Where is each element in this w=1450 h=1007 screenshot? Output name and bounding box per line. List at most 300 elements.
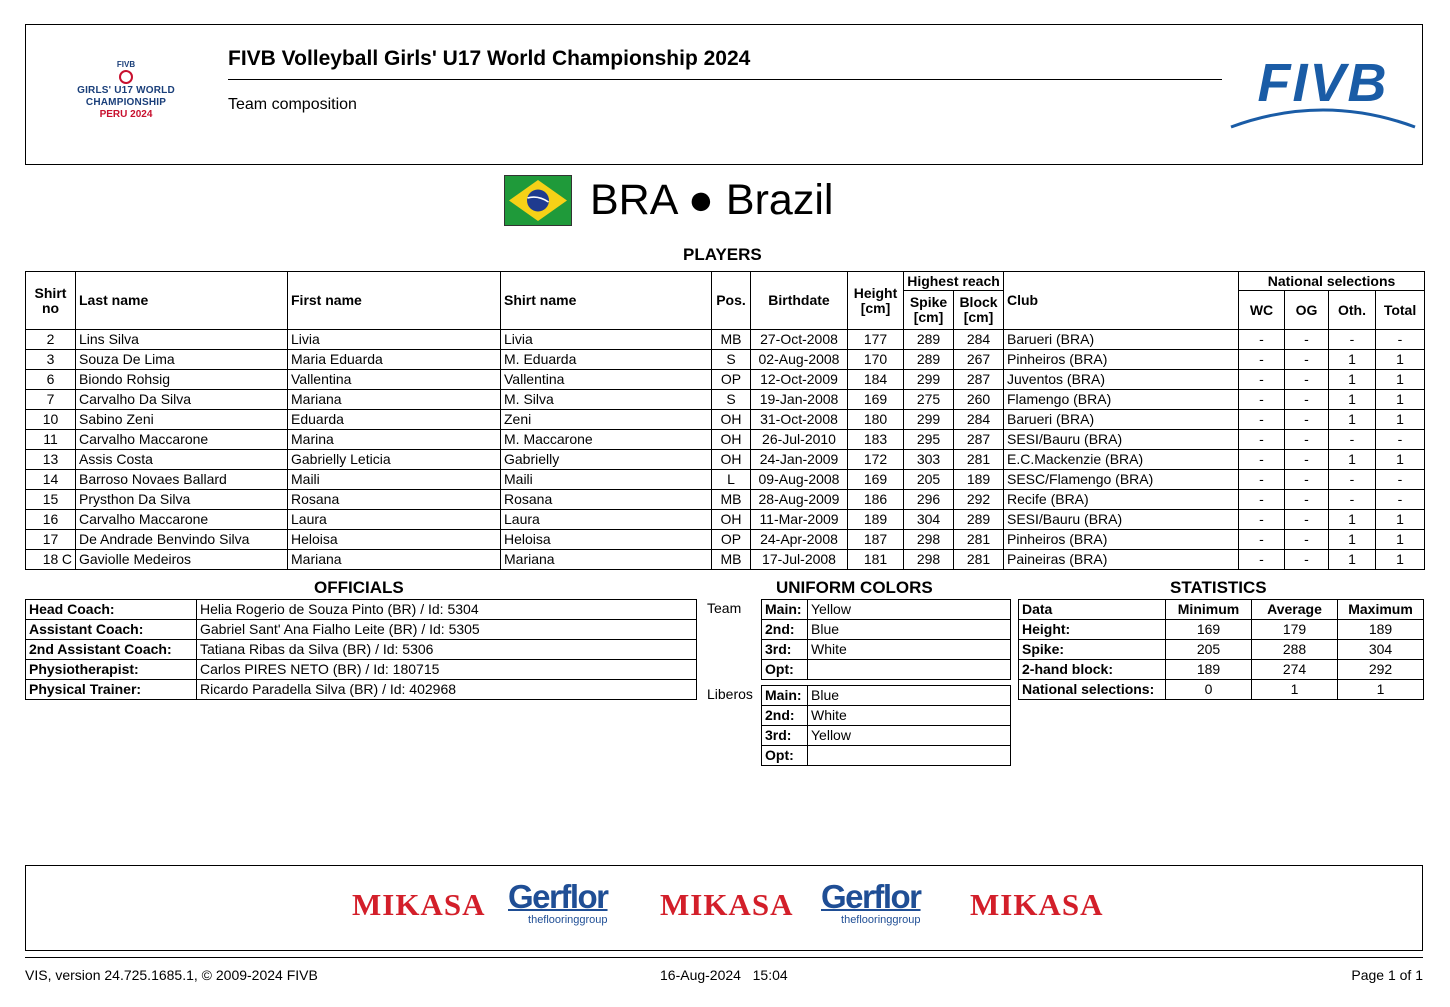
uniform-row [762, 746, 1011, 766]
uniform-row [762, 600, 1011, 620]
player-shirt-no-value: 14 [42, 471, 59, 487]
stat-header-data: Data [1019, 600, 1166, 620]
player-total: - [1376, 430, 1425, 450]
uniform-team-table [761, 599, 1011, 680]
statistics-row [1019, 620, 1424, 640]
uniform-kit-color: White [808, 706, 1011, 726]
player-birthdate: 19-Jan-2008 [751, 390, 848, 410]
player-row [26, 350, 1425, 370]
player-oth: 1 [1329, 530, 1376, 550]
player-shirt-no [26, 470, 76, 490]
team-name: BRA ● Brazil [590, 176, 834, 224]
stat-max: 1 [1338, 680, 1424, 700]
player-first-name: Eduarda [288, 410, 501, 430]
player-row [26, 390, 1425, 410]
official-row [26, 640, 697, 660]
uniform-kit-color [808, 746, 1011, 766]
player-shirt-no-value: 13 [42, 451, 59, 467]
player-club: E.C.Mackenzie (BRA) [1004, 450, 1239, 470]
footer-datetime: 16-Aug-2024 15:04 [660, 967, 788, 983]
official-name: Carlos PIRES NETO (BR) / Id: 180715 [197, 660, 697, 680]
uniform-kit-label: Opt: [762, 746, 808, 766]
player-height: 184 [848, 370, 904, 390]
event-logo [40, 60, 212, 130]
uniform-kit-color: Blue [808, 620, 1011, 640]
player-first-name: Rosana [288, 490, 501, 510]
player-og: - [1285, 490, 1329, 510]
player-birthdate: 17-Jul-2008 [751, 550, 848, 570]
player-club: Barueri (BRA) [1004, 330, 1239, 350]
player-total: 1 [1376, 510, 1425, 530]
official-role: Physical Trainer: [26, 680, 197, 700]
player-row [26, 550, 1425, 570]
player-shirt-no-value: 3 [46, 351, 55, 367]
player-wc: - [1239, 550, 1285, 570]
footer-version: VIS, version 24.725.1685.1, © 2009-2024 FIVB [25, 967, 318, 983]
official-row [26, 660, 697, 680]
player-last-name: Gaviolle Medeiros [76, 550, 288, 570]
player-block: 267 [954, 350, 1004, 370]
player-height: 169 [848, 390, 904, 410]
player-og: - [1285, 550, 1329, 570]
player-row [26, 370, 1425, 390]
stat-header-avg: Average [1252, 600, 1338, 620]
event-logo-line1: GIRLS' U17 WORLD CHAMPIONSHIP [77, 85, 175, 108]
player-club: SESI/Bauru (BRA) [1004, 430, 1239, 450]
player-club: Recife (BRA) [1004, 490, 1239, 510]
captain-badge: C [61, 551, 72, 567]
uniform-kit-color: White [808, 640, 1011, 660]
stat-max: 292 [1338, 660, 1424, 680]
player-spike: 298 [904, 530, 954, 550]
player-birthdate: 31-Oct-2008 [751, 410, 848, 430]
player-pos: OP [712, 530, 751, 550]
player-og: - [1285, 330, 1329, 350]
statistics-row [1019, 680, 1424, 700]
player-row [26, 430, 1425, 450]
player-height: 170 [848, 350, 904, 370]
player-last-name: Barroso Novaes Ballard [76, 470, 288, 490]
col-club: Club [1004, 272, 1239, 330]
player-birthdate: 28-Aug-2009 [751, 490, 848, 510]
player-total: - [1376, 470, 1425, 490]
uniform-row [762, 726, 1011, 746]
player-first-name: Laura [288, 510, 501, 530]
brazil-flag-icon [504, 175, 572, 226]
player-birthdate: 24-Jan-2009 [751, 450, 848, 470]
player-og: - [1285, 390, 1329, 410]
stat-label: 2-hand block: [1019, 660, 1166, 680]
mikasa-logo: MIKASA [352, 887, 486, 922]
fivb-logo-text: FIVB [1257, 55, 1389, 113]
player-total: 1 [1376, 550, 1425, 570]
col-national-selections: National selections [1239, 272, 1425, 291]
stat-label: National selections: [1019, 680, 1166, 700]
player-birthdate: 12-Oct-2009 [751, 370, 848, 390]
stat-avg: 179 [1252, 620, 1338, 640]
player-club: Pinheiros (BRA) [1004, 350, 1239, 370]
official-row [26, 680, 697, 700]
player-block: 289 [954, 510, 1004, 530]
player-shirt-no [26, 370, 76, 390]
player-og: - [1285, 470, 1329, 490]
player-club: Juventos (BRA) [1004, 370, 1239, 390]
player-row [26, 410, 1425, 430]
player-shirt-name: Maili [501, 470, 712, 490]
player-last-name: De Andrade Benvindo Silva [76, 530, 288, 550]
player-row [26, 470, 1425, 490]
player-block: 281 [954, 530, 1004, 550]
player-oth: 1 [1329, 390, 1376, 410]
player-total: 1 [1376, 530, 1425, 550]
col-highest-reach: Highest reach [904, 272, 1004, 291]
col-block: Block [cm] [954, 291, 1004, 330]
player-birthdate: 27-Oct-2008 [751, 330, 848, 350]
col-total: Total [1376, 291, 1425, 330]
col-pos: Pos. [712, 272, 751, 330]
stat-header-max: Maximum [1338, 600, 1424, 620]
player-block: 292 [954, 490, 1004, 510]
player-block: 281 [954, 550, 1004, 570]
player-shirt-no [26, 350, 76, 370]
uniform-row [762, 660, 1011, 680]
player-pos: OH [712, 510, 751, 530]
player-oth: 1 [1329, 510, 1376, 530]
mikasa-logo: MIKASA [660, 887, 794, 922]
col-og: OG [1285, 291, 1329, 330]
player-shirt-no-value: 7 [46, 391, 55, 407]
player-spike: 275 [904, 390, 954, 410]
fivb-logo [1228, 55, 1418, 130]
player-last-name: Sabino Zeni [76, 410, 288, 430]
stat-max: 304 [1338, 640, 1424, 660]
page-subtitle: Team composition [228, 96, 357, 113]
player-height: 183 [848, 430, 904, 450]
player-wc: - [1239, 530, 1285, 550]
uniform-row [762, 620, 1011, 640]
col-first-name: First name [288, 272, 501, 330]
player-club: Barueri (BRA) [1004, 410, 1239, 430]
col-height: Height [cm] [848, 272, 904, 330]
header-box [25, 24, 1423, 165]
uniform-team-label: Team [707, 600, 742, 616]
uniform-kit-color: Yellow [808, 726, 1011, 746]
players-table [25, 271, 1425, 570]
player-oth: - [1329, 330, 1376, 350]
gerflor-logo-text: Gerflor [508, 878, 608, 915]
uniform-kit-label: 3rd: [762, 640, 808, 660]
player-last-name: Lins Silva [76, 330, 288, 350]
event-logo-line2: PERU 2024 [99, 109, 153, 120]
player-pos: OH [712, 410, 751, 430]
gerflor-logo [508, 880, 608, 926]
player-first-name: Maili [288, 470, 501, 490]
player-pos: MB [712, 490, 751, 510]
player-pos: OP [712, 370, 751, 390]
officials-title: OFFICIALS [314, 578, 404, 597]
player-total: 1 [1376, 450, 1425, 470]
player-height: 181 [848, 550, 904, 570]
mikasa-logo: MIKASA [970, 887, 1104, 922]
stat-avg: 274 [1252, 660, 1338, 680]
official-name: Tatiana Ribas da Silva (BR) / Id: 5306 [197, 640, 697, 660]
uniform-row [762, 706, 1011, 726]
player-height: 186 [848, 490, 904, 510]
player-og: - [1285, 350, 1329, 370]
gerflor-logo [821, 880, 921, 926]
player-shirt-no [26, 330, 76, 350]
uniform-title: UNIFORM COLORS [776, 578, 933, 597]
player-shirt-name: M. Eduarda [501, 350, 712, 370]
player-oth: - [1329, 430, 1376, 450]
page-title: FIVB Volleyball Girls' U17 World Championship 2024 [228, 47, 751, 70]
player-pos: S [712, 390, 751, 410]
player-spike: 289 [904, 350, 954, 370]
player-block: 284 [954, 330, 1004, 350]
player-spike: 304 [904, 510, 954, 530]
player-row [26, 530, 1425, 550]
player-shirt-name: M. Maccarone [501, 430, 712, 450]
player-og: - [1285, 510, 1329, 530]
player-pos: OH [712, 430, 751, 450]
official-row [26, 600, 697, 620]
player-last-name: Prysthon Da Silva [76, 490, 288, 510]
player-oth: 1 [1329, 350, 1376, 370]
player-shirt-no [26, 510, 76, 530]
col-oth: Oth. [1329, 291, 1376, 330]
uniform-kit-label: Main: [762, 686, 808, 706]
player-birthdate: 09-Aug-2008 [751, 470, 848, 490]
player-block: 284 [954, 410, 1004, 430]
player-shirt-no-value: 17 [42, 531, 59, 547]
player-first-name: Vallentina [288, 370, 501, 390]
event-logo-fivb: FIVB [116, 60, 136, 69]
player-height: 187 [848, 530, 904, 550]
player-wc: - [1239, 350, 1285, 370]
uniform-kit-label: 2nd: [762, 620, 808, 640]
player-first-name: Mariana [288, 390, 501, 410]
player-shirt-name: Zeni [501, 410, 712, 430]
player-pos: MB [712, 550, 751, 570]
player-total: 1 [1376, 350, 1425, 370]
player-og: - [1285, 370, 1329, 390]
uniform-row [762, 686, 1011, 706]
player-block: 281 [954, 450, 1004, 470]
player-birthdate: 11-Mar-2009 [751, 510, 848, 530]
player-total: - [1376, 330, 1425, 350]
stat-max: 189 [1338, 620, 1424, 640]
player-shirt-no [26, 410, 76, 430]
player-first-name: Gabrielly Leticia [288, 450, 501, 470]
player-club: SESI/Bauru (BRA) [1004, 510, 1239, 530]
player-shirt-no-value: 10 [42, 411, 59, 427]
uniform-liberos-label: Liberos [707, 686, 753, 702]
uniform-kit-label: 2nd: [762, 706, 808, 726]
player-total: - [1376, 490, 1425, 510]
player-club: Pinheiros (BRA) [1004, 530, 1239, 550]
gerflor-logo-tag: theflooringgroup [528, 914, 608, 926]
player-shirt-no-value: 16 [42, 511, 59, 527]
player-club: Flamengo (BRA) [1004, 390, 1239, 410]
col-shirt-no: Shirt no [26, 272, 76, 330]
stat-header-min: Minimum [1166, 600, 1252, 620]
player-shirt-no-value: 18 [42, 551, 59, 567]
player-shirt-no [26, 530, 76, 550]
player-shirt-no-value: 2 [46, 331, 55, 347]
official-role: Head Coach: [26, 600, 197, 620]
player-height: 177 [848, 330, 904, 350]
player-shirt-name: Rosana [501, 490, 712, 510]
player-last-name: Carvalho Maccarone [76, 510, 288, 530]
footer-divider [25, 957, 1423, 958]
player-spike: 205 [904, 470, 954, 490]
player-shirt-name: Mariana [501, 550, 712, 570]
player-wc: - [1239, 370, 1285, 390]
player-block: 189 [954, 470, 1004, 490]
col-spike: Spike [cm] [904, 291, 954, 330]
col-birthdate: Birthdate [751, 272, 848, 330]
player-row [26, 510, 1425, 530]
statistics-table [1018, 599, 1424, 700]
player-oth: - [1329, 470, 1376, 490]
player-last-name: Souza De Lima [76, 350, 288, 370]
stat-min: 205 [1166, 640, 1252, 660]
player-club: SESC/Flamengo (BRA) [1004, 470, 1239, 490]
officials-table [25, 599, 697, 700]
player-first-name: Mariana [288, 550, 501, 570]
player-oth: 1 [1329, 410, 1376, 430]
player-height: 189 [848, 510, 904, 530]
uniform-kit-color: Yellow [808, 600, 1011, 620]
player-shirt-no-value: 6 [46, 371, 55, 387]
player-wc: - [1239, 490, 1285, 510]
player-oth: 1 [1329, 450, 1376, 470]
player-first-name: Maria Eduarda [288, 350, 501, 370]
volleyball-icon [119, 70, 133, 84]
player-spike: 289 [904, 330, 954, 350]
player-shirt-no-value: 15 [42, 491, 59, 507]
player-last-name: Assis Costa [76, 450, 288, 470]
player-og: - [1285, 530, 1329, 550]
player-first-name: Marina [288, 430, 501, 450]
player-wc: - [1239, 390, 1285, 410]
uniform-row [762, 640, 1011, 660]
col-shirt-name: Shirt name [501, 272, 712, 330]
player-birthdate: 02-Aug-2008 [751, 350, 848, 370]
stat-label: Spike: [1019, 640, 1166, 660]
player-pos: MB [712, 330, 751, 350]
title-divider [228, 79, 1222, 80]
col-last-name: Last name [76, 272, 288, 330]
statistics-row [1019, 660, 1424, 680]
official-role: 2nd Assistant Coach: [26, 640, 197, 660]
player-block: 287 [954, 430, 1004, 450]
official-name: Helia Rogerio de Souza Pinto (BR) / Id: 5304 [197, 600, 697, 620]
player-first-name: Livia [288, 330, 501, 350]
player-last-name: Biondo Rohsig [76, 370, 288, 390]
player-pos: S [712, 350, 751, 370]
player-spike: 296 [904, 490, 954, 510]
player-height: 180 [848, 410, 904, 430]
player-shirt-no [26, 550, 76, 570]
player-shirt-no [26, 430, 76, 450]
player-total: 1 [1376, 370, 1425, 390]
official-row [26, 620, 697, 640]
uniform-kit-label: Main: [762, 600, 808, 620]
player-last-name: Carvalho Da Silva [76, 390, 288, 410]
player-wc: - [1239, 470, 1285, 490]
player-shirt-no [26, 490, 76, 510]
stat-avg: 1 [1252, 680, 1338, 700]
official-name: Gabriel Sant' Ana Fialho Leite (BR) / Id: 5305 [197, 620, 697, 640]
player-wc: - [1239, 330, 1285, 350]
player-block: 260 [954, 390, 1004, 410]
player-total: 1 [1376, 390, 1425, 410]
statistics-row [1019, 640, 1424, 660]
player-wc: - [1239, 430, 1285, 450]
player-club: Paineiras (BRA) [1004, 550, 1239, 570]
player-oth: 1 [1329, 550, 1376, 570]
player-row [26, 330, 1425, 350]
player-wc: - [1239, 450, 1285, 470]
player-shirt-no [26, 390, 76, 410]
uniform-kit-color [808, 660, 1011, 680]
player-birthdate: 26-Jul-2010 [751, 430, 848, 450]
gerflor-logo-tag: theflooringgroup [841, 914, 921, 926]
player-og: - [1285, 410, 1329, 430]
player-first-name: Heloisa [288, 530, 501, 550]
player-oth: - [1329, 490, 1376, 510]
player-spike: 303 [904, 450, 954, 470]
uniform-kit-label: Opt: [762, 660, 808, 680]
stat-label: Height: [1019, 620, 1166, 640]
player-height: 169 [848, 470, 904, 490]
player-shirt-name: Heloisa [501, 530, 712, 550]
player-total: 1 [1376, 410, 1425, 430]
player-spike: 295 [904, 430, 954, 450]
uniform-kit-label: 3rd: [762, 726, 808, 746]
player-shirt-no [26, 450, 76, 470]
player-pos: L [712, 470, 751, 490]
player-shirt-name: Vallentina [501, 370, 712, 390]
stat-avg: 288 [1252, 640, 1338, 660]
stat-min: 169 [1166, 620, 1252, 640]
player-wc: - [1239, 410, 1285, 430]
player-shirt-name: Gabrielly [501, 450, 712, 470]
player-spike: 299 [904, 410, 954, 430]
player-spike: 298 [904, 550, 954, 570]
statistics-header-row [1019, 600, 1424, 620]
player-block: 287 [954, 370, 1004, 390]
stat-min: 189 [1166, 660, 1252, 680]
uniform-kit-color: Blue [808, 686, 1011, 706]
player-shirt-name: Laura [501, 510, 712, 530]
player-og: - [1285, 450, 1329, 470]
uniform-liberos-table [761, 685, 1011, 766]
player-row [26, 450, 1425, 470]
official-role: Physiotherapist: [26, 660, 197, 680]
player-row [26, 490, 1425, 510]
player-last-name: Carvalho Maccarone [76, 430, 288, 450]
player-og: - [1285, 430, 1329, 450]
player-shirt-name: Livia [501, 330, 712, 350]
player-wc: - [1239, 510, 1285, 530]
player-height: 172 [848, 450, 904, 470]
players-title: PLAYERS [683, 245, 762, 264]
player-birthdate: 24-Apr-2008 [751, 530, 848, 550]
statistics-title: STATISTICS [1170, 578, 1267, 597]
player-shirt-no-value: 11 [43, 431, 58, 447]
